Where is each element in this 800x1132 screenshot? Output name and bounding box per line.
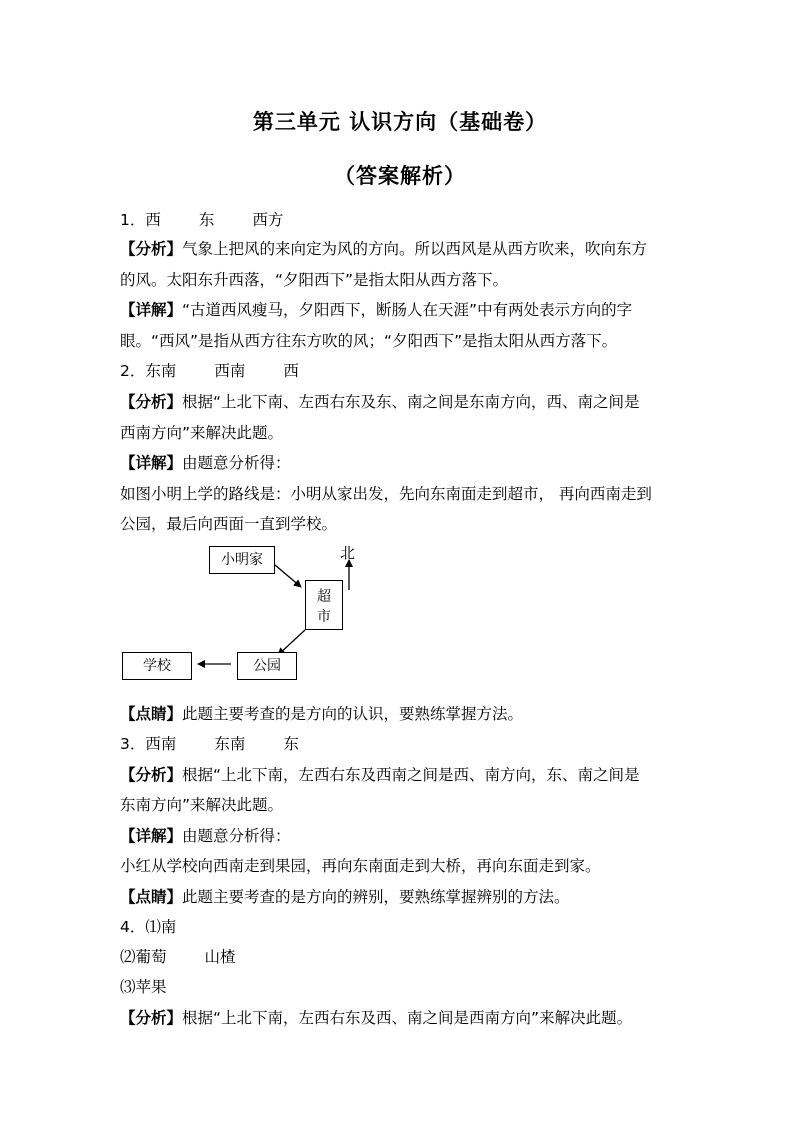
q4-analysis-text: 根据“上北下南，左西右东及西、南之间是西南方向”来解决此题。 <box>182 1009 633 1027</box>
q2-detail-text: 由题意分析得： <box>182 454 291 472</box>
point-tag: 【点睛】 <box>120 888 183 906</box>
q3-route: 小红从学校向西南走到果园，再向东南面走到大桥，再向东面走到家。 <box>120 857 601 875</box>
q2-answer-1: 东南 <box>145 362 177 380</box>
q3-detail-text: 由题意分析得： <box>182 827 291 845</box>
q1-analysis <box>120 239 700 259</box>
north-label: 北 <box>340 544 356 562</box>
route-diagram <box>118 538 378 688</box>
q1-answer <box>120 210 700 230</box>
detail-tag: 【详解】 <box>120 454 183 472</box>
q2-point-text: 此题主要考查的是方向的认识，要熟练掌握方法。 <box>182 705 524 723</box>
analysis-tag: 【分析】 <box>120 1009 183 1027</box>
q1-detail-cont: 眼。“西风”是指从西方往东方吹的风；“夕阳西下”是指太阳从西方落下。 <box>120 332 618 350</box>
q1-analysis-cont: 的风。太阳东升西落，“夕阳西下”是指太阳从西方落下。 <box>120 271 509 289</box>
q3-detail <box>120 826 700 846</box>
q2-analysis-cont: 西南方向”来解决此题。 <box>120 424 284 442</box>
detail-tag: 【详解】 <box>120 301 183 319</box>
q4-analysis <box>120 1008 700 1028</box>
supermarket-label-2: 市 <box>317 609 331 625</box>
q2-answer-2: 西南 <box>214 362 246 380</box>
q2-analysis <box>120 392 700 412</box>
analysis-tag: 【分析】 <box>120 240 183 258</box>
arrow-home-to-supermarket <box>275 565 301 587</box>
q2-route-cont: 公园，最后向西面一直到学校。 <box>120 515 338 533</box>
q2-answer <box>120 361 700 381</box>
q3-analysis-cont: 东南方向”来解决此题。 <box>120 796 284 814</box>
page-subtitle: （答案解析） <box>334 164 466 188</box>
q3-answer-2: 东南 <box>214 735 246 753</box>
q3-point <box>120 887 700 907</box>
box-home: 小明家 <box>209 546 275 574</box>
q4-answer-3: ⑶苹果 <box>120 978 167 996</box>
supermarket-label-1: 超 <box>317 589 331 605</box>
box-school: 学校 <box>122 652 192 680</box>
point-tag: 【点睛】 <box>120 705 183 723</box>
q2-route: 如图小明上学的路线是：小明从家出发，先向东南面走到超市， 再向西南走到 <box>120 485 652 503</box>
q1-answer-3: 西方 <box>252 211 284 229</box>
q1-analysis-text: 气象上把风的来向定为风的方向。所以西风是从西方吹来，吹向东方 <box>182 240 648 258</box>
box-park: 公园 <box>237 652 297 680</box>
q2-detail <box>120 453 700 473</box>
q3-answer <box>120 734 700 754</box>
q1-answer-1: 西 <box>145 211 161 229</box>
q1-detail <box>120 300 700 320</box>
q2-number: 2． <box>120 362 146 380</box>
box-supermarket <box>305 580 343 630</box>
q3-analysis-text: 根据“上北下南，左西右东及西南之间是西、南方向，东、南之间是 <box>182 766 640 784</box>
q3-number: 3． <box>120 735 146 753</box>
q2-analysis-text: 根据“上北下南、左西右东及东、南之间是东南方向，西、南之间是 <box>182 393 640 411</box>
q3-answer-1: 西南 <box>145 735 177 753</box>
page-title: 第三单元 认识方向（基础卷） <box>252 110 548 134</box>
q1-number: 1． <box>120 211 146 229</box>
analysis-tag: 【分析】 <box>120 766 183 784</box>
q4-answer-1: 4．⑴南 <box>120 918 177 936</box>
q4-answer-2a: ⑵葡萄 <box>120 948 167 966</box>
q4-answer-2b: 山楂 <box>204 948 236 966</box>
q3-point-text: 此题主要考查的是方向的辨别，要熟练掌握辨别的方法。 <box>182 888 570 906</box>
q1-answer-2: 东 <box>198 211 215 229</box>
q4-answer-2 <box>120 947 700 967</box>
q3-answer-3: 东 <box>283 735 299 753</box>
q2-point <box>120 704 700 724</box>
q3-analysis <box>120 765 700 785</box>
q2-answer-3: 西 <box>283 362 299 380</box>
analysis-tag: 【分析】 <box>120 393 183 411</box>
detail-tag: 【详解】 <box>120 827 183 845</box>
q1-detail-text: “古道西风瘦马，夕阳西下，断肠人在天涯”中有两处表示方向的字 <box>182 301 633 319</box>
